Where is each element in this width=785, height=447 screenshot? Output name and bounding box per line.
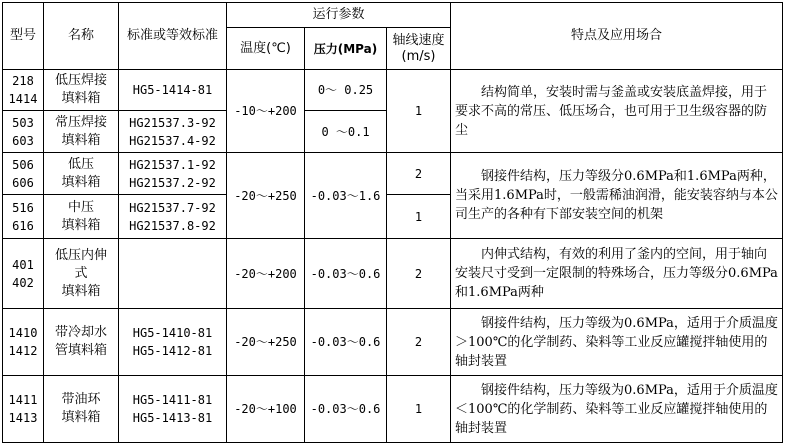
- header-temperature: 温度(℃): [227, 28, 305, 70]
- table-row: [3, 376, 783, 443]
- pressure-cell: 0～ 0.25: [305, 70, 387, 111]
- temperature-cell: -20～+200: [227, 239, 305, 309]
- table-container: [2, 2, 783, 443]
- features-cell: 结构简单，安装时需与釜盖或安装底盖焊接，用于要求不高的常压、低压场合，也可用于卫生级容器的防尘: [451, 70, 783, 153]
- model-cell: 1411 1413: [3, 376, 44, 443]
- header-operating-params: 运行参数: [227, 3, 451, 28]
- name-cell: 低压内伸 式 填料箱: [44, 239, 119, 309]
- table-row: [3, 70, 783, 111]
- temperature-cell: -20～+250: [227, 153, 305, 239]
- model-cell: 218 1414: [3, 70, 44, 111]
- pressure-cell: -0.03～0.6: [305, 309, 387, 376]
- header-pressure: 压力(MPa): [305, 28, 387, 70]
- model-cell: 1410 1412: [3, 309, 44, 376]
- pressure-cell: 0 ～0.1: [305, 111, 387, 153]
- model-cell: 506 606: [3, 153, 44, 195]
- table-row: [3, 309, 783, 376]
- features-cell: 钢接件结构，压力等级为0.6MPa，适用于介质温度＜100℃的化学制药、染料等工业反应罐搅拌轴使用的轴封装置: [451, 376, 783, 443]
- standard-cell: HG5-1411-81 HG5-1413-81: [119, 376, 227, 443]
- features-cell: 内伸式结构，有效的利用了釜内的空间，用于轴向安装尺寸受到一定限制的特殊场合，压力等级分0.6MPa和1.6MPa两种: [451, 239, 783, 309]
- header-shaft-speed: 轴线速度 (m/s): [387, 28, 451, 70]
- standard-cell: HG21537.1-92 HG21537.2-92: [119, 153, 227, 195]
- name-cell: 带冷却水 管填料箱: [44, 309, 119, 376]
- model-cell: 401 402: [3, 239, 44, 309]
- header-row-1: [3, 3, 783, 28]
- speed-cell: 1: [387, 70, 451, 153]
- header-standard: 标准或等效标准: [119, 3, 227, 70]
- speed-cell: 2: [387, 239, 451, 309]
- features-cell: 钢接件结构，压力等级为0.6MPa，适用于介质温度＞100℃的化学制药、染料等工业反应罐搅拌轴使用的轴封装置: [451, 309, 783, 376]
- standard-cell: HG21537.3-92 HG21537.4-92: [119, 111, 227, 153]
- speed-cell: 2: [387, 309, 451, 376]
- standard-cell: HG5-1410-81 HG5-1412-81: [119, 309, 227, 376]
- table-row: [3, 153, 783, 195]
- standard-cell: HG21537.7-92 HG21537.8-92: [119, 195, 227, 239]
- table-row: [3, 239, 783, 309]
- pressure-cell: -0.03～1.6: [305, 153, 387, 239]
- name-cell: 带油环 填料箱: [44, 376, 119, 443]
- model-cell: 503 603: [3, 111, 44, 153]
- temperature-cell: -20～+100: [227, 376, 305, 443]
- header-name: 名称: [44, 3, 119, 70]
- header-features: 特点及应用场合: [451, 3, 783, 70]
- features-cell: 钢接件结构，压力等级分0.6MPa和1.6MPa两种，当采用1.6MPa时，一般需稀油润滑，能安装容纳与本公司生产的各种有下部安装空间的机架: [451, 153, 783, 239]
- name-cell: 中压 填料箱: [44, 195, 119, 239]
- temperature-cell: -10～+200: [227, 70, 305, 153]
- standard-cell: [119, 239, 227, 309]
- speed-cell: 2: [387, 153, 451, 195]
- standard-cell: HG5-1414-81: [119, 70, 227, 111]
- model-cell: 516 616: [3, 195, 44, 239]
- name-cell: 常压焊接 填料箱: [44, 111, 119, 153]
- name-cell: 低压 填料箱: [44, 153, 119, 195]
- name-cell: 低压焊接 填料箱: [44, 70, 119, 111]
- speed-cell: 1: [387, 195, 451, 239]
- pressure-cell: -0.03～0.6: [305, 239, 387, 309]
- pressure-cell: -0.03～0.6: [305, 376, 387, 443]
- temperature-cell: -20～+250: [227, 309, 305, 376]
- speed-cell: 1: [387, 376, 451, 443]
- header-model: 型号: [3, 3, 44, 70]
- packing-box-spec-table: [2, 2, 783, 443]
